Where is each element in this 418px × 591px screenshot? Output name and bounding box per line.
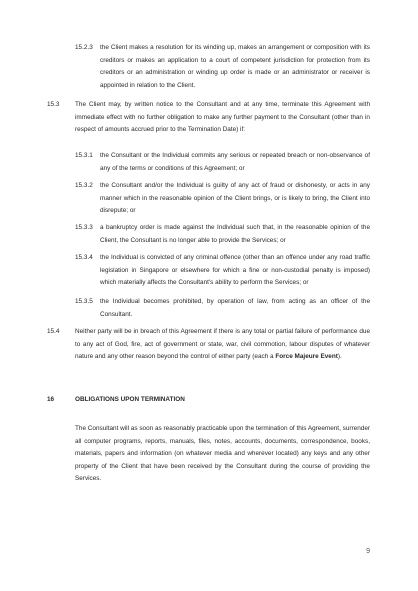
section-heading-16: OBLIGATIONS UPON TERMINATION xyxy=(75,396,185,403)
clause-text-15-4 xyxy=(75,326,370,364)
clause-number-15-3: 15.3 xyxy=(47,101,60,108)
clause-15-4-text-start: Neither party will be in breach of this Agreement if there is any total or partial failure of performance due to any act of God, fire, act of government or state, war, civil commotion, labour disputes of whatever nature and any other reason beyond the control of either party (each a xyxy=(75,328,370,361)
force-majeure-term: Force Majeure Event xyxy=(275,353,338,361)
clause-text-15-3-3: a bankruptcy order is made against the Individual such that, in the reasonable opinion of the Client, the Consultant is no longer able to provide the Services; or xyxy=(100,224,370,244)
clause-number-15-4: 15.4 xyxy=(47,328,60,335)
clause-text-15-2-3: the Client makes a resolution for its winding up, makes an arrangement or composition with its creditors or makes an application to a court of competent jurisdiction for protection from its creditors or an administration or winding up order is made or an administrator or receiver is appointed in relation to the Client. xyxy=(100,44,370,89)
page-number: 9 xyxy=(366,548,370,555)
section-16-body: The Consultant will as soon as reasonably practicable upon the termination of this Agreement, surrender all computer programs, reports, manuals, files, notes, accounts, documents, correspondence, books, materials, papers and information (on whatever media and wherever located) any keys and any other property of the Client that have been received by the Consultant during the course of providing the Services. xyxy=(75,425,370,483)
clause-text-15-3: The Client may, by written notice to the Consultant and at any time, terminate this Agreement with immediate effect with no further obligation to make any further payment to the Consultant (other than in respect of amounts accrued prior to the Termination Date) if: xyxy=(75,101,370,134)
clause-number-15-2-3: 15.2.3 xyxy=(75,44,93,51)
clause-number-15-3-1: 15.3.1 xyxy=(75,152,93,159)
clause-number-15-3-3: 15.3.3 xyxy=(75,224,93,231)
clause-text-15-3-2: the Consultant and/or the Individual is guilty of any act of fraud or dishonesty, or acts in any manner which in the reasonable opinion of the Client brings, or is likely to bring, the Client into disrepute; or xyxy=(100,182,370,215)
clause-number-15-3-4: 15.3.4 xyxy=(75,254,93,261)
clause-15-4-text-end: ). xyxy=(337,353,342,361)
clause-text-15-3-4: the Individual is convicted of any criminal offence (other than an offence under any road traffic legislation in Singapore or elsewhere for which a fine or non-custodial penalty is imposed) which materially affects the Consultant's ability to perform the Services; or xyxy=(100,254,370,287)
clause-number-15-3-5: 15.3.5 xyxy=(75,298,93,305)
section-number-16: 16 xyxy=(47,396,55,403)
clause-text-15-3-5: the Individual becomes prohibited, by operation of law, from acting as an officer of the Consultant. xyxy=(100,298,370,318)
clause-text-15-3-1: the Consultant or the Individual commits any serious or repeated breach or non-observance of any of the terms or conditions of this Agreement; or xyxy=(100,152,370,172)
clause-number-15-3-2: 15.3.2 xyxy=(75,182,93,189)
